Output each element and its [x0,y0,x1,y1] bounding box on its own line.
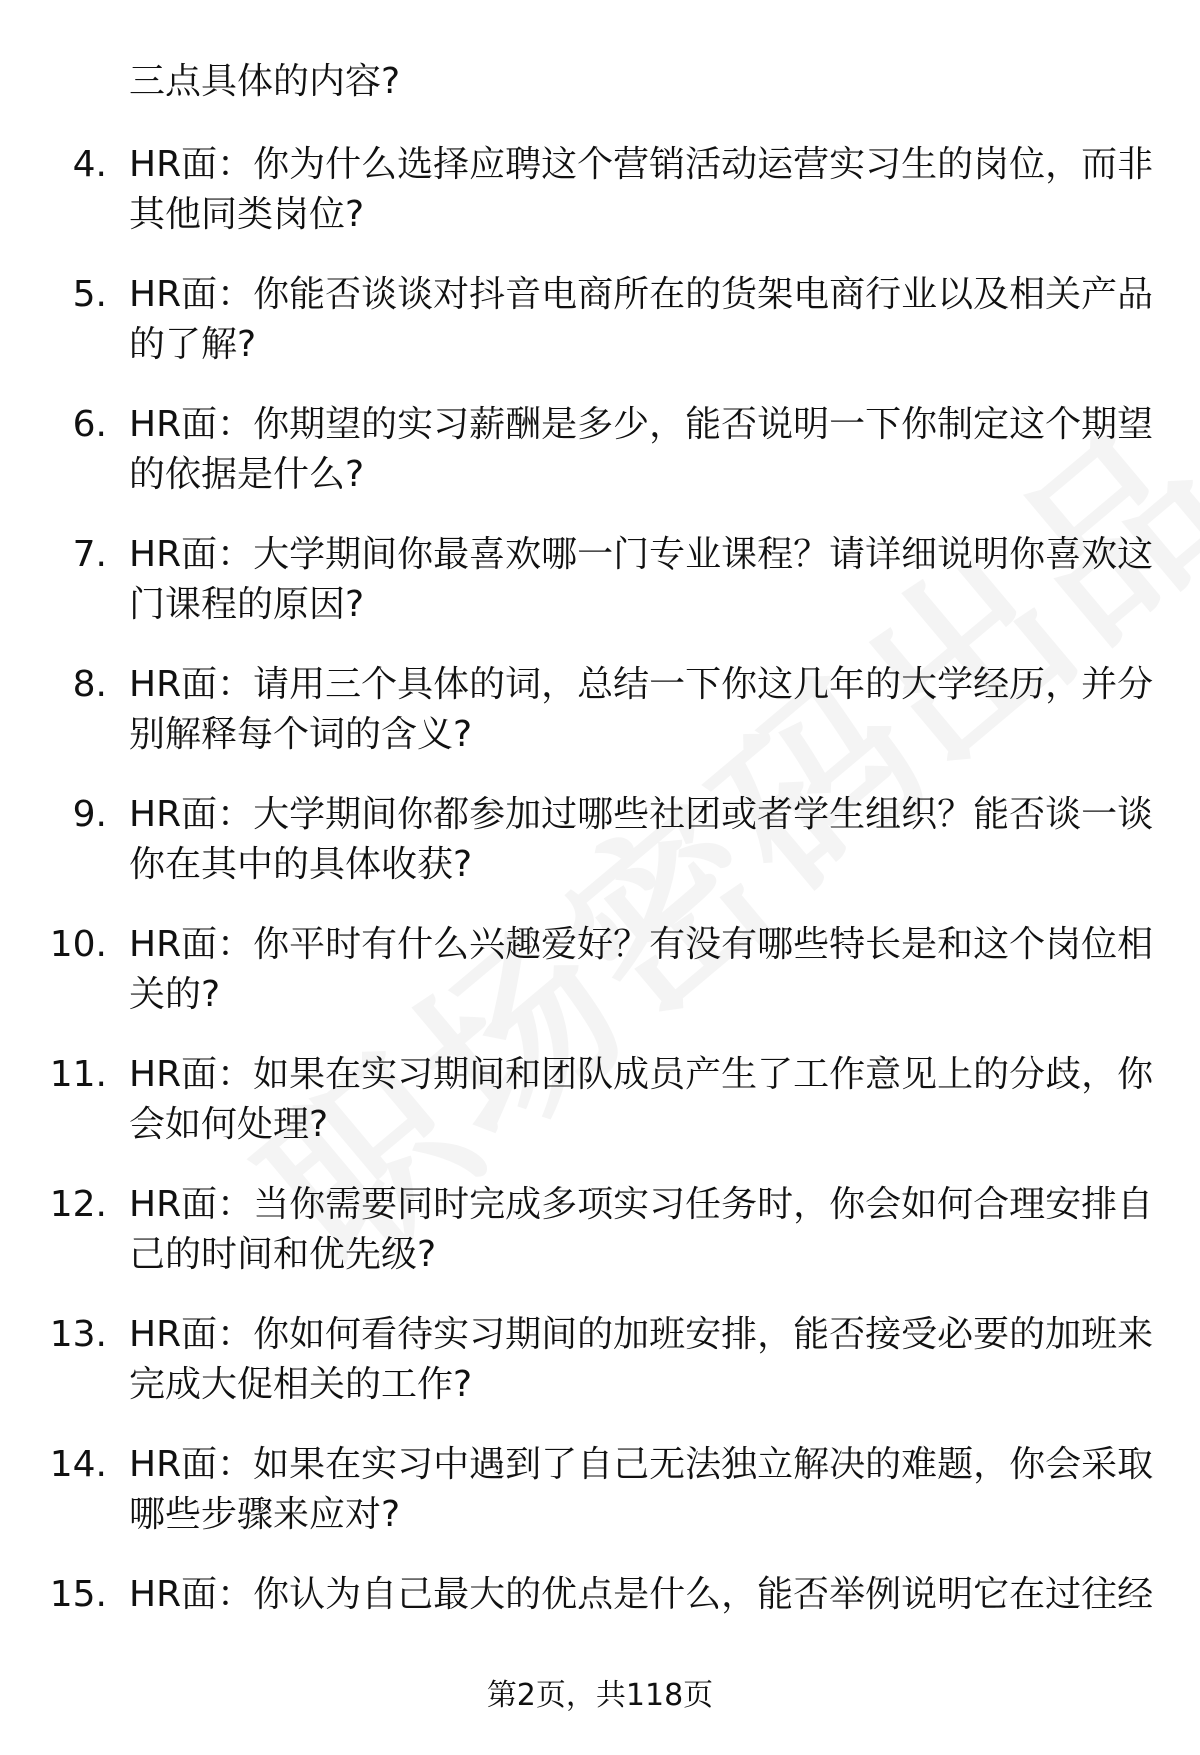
item-text: HR面：你期望的实习薪酬是多少，能否说明一下你制定这个期望的依据是什么? [129,404,1154,495]
list-item [0,1050,1200,1180]
item-number: 4. [72,144,107,185]
item-text: HR面：你平时有什么兴趣爱好？有没有哪些特长是和这个岗位相关的? [129,924,1154,1015]
item-text: HR面：你如何看待实习期间的加班安排，能否接受必要的加班来完成大促相关的工作? [129,1314,1154,1405]
item-number: 13. [49,1314,107,1355]
list-item [0,1310,1200,1440]
list-item [0,660,1200,790]
continued-text-line: 三点具体的内容? [129,61,401,102]
item-text: HR面：大学期间你都参加过哪些社团或者学生组织？能否谈一谈你在其中的具体收获? [129,794,1154,885]
list-item [0,790,1200,920]
item-text: HR面：你为什么选择应聘这个营销活动运营实习生的岗位，而非其他同类岗位? [129,144,1154,235]
list-item [0,270,1200,400]
item-text: HR面：请用三个具体的词，总结一下你这几年的大学经历，并分别解释每个词的含义? [129,664,1154,755]
list-item [0,140,1200,270]
item-text: HR面：当你需要同时完成多项实习任务时，你会如何合理安排自己的时间和优先级? [129,1184,1154,1275]
item-text: HR面：如果在实习中遇到了自己无法独立解决的难题，你会采取哪些步骤来应对? [129,1444,1154,1535]
page-number-footer: 第2页，共118页 [486,1678,714,1713]
item-text: HR面：大学期间你最喜欢哪一门专业课程？请详细说明你喜欢这门课程的原因? [129,534,1154,625]
item-number: 10. [49,924,107,965]
item-text: HR面：你能否谈谈对抖音电商所在的货架电商行业以及相关产品的了解? [129,274,1154,365]
item-number: 6. [72,404,107,445]
list-item [0,400,1200,530]
item-number: 7. [72,534,107,575]
item-number: 8. [72,664,107,705]
list-item [0,920,1200,1050]
item-text: HR面：如果在实习期间和团队成员产生了工作意见上的分歧，你会如何处理? [129,1054,1154,1145]
item-number: 12. [49,1184,107,1225]
list-item [0,1180,1200,1310]
item-number: 14. [49,1444,107,1485]
item-number: 5. [72,274,107,315]
question-list [0,140,1200,1700]
list-item [0,1440,1200,1570]
item-number: 11. [49,1054,107,1095]
item-text: HR面：你认为自己最大的优点是什么，能否举例说明它在过往经 [129,1574,1154,1615]
item-number: 15. [49,1574,107,1615]
item-number: 9. [72,794,107,835]
list-item [0,530,1200,660]
